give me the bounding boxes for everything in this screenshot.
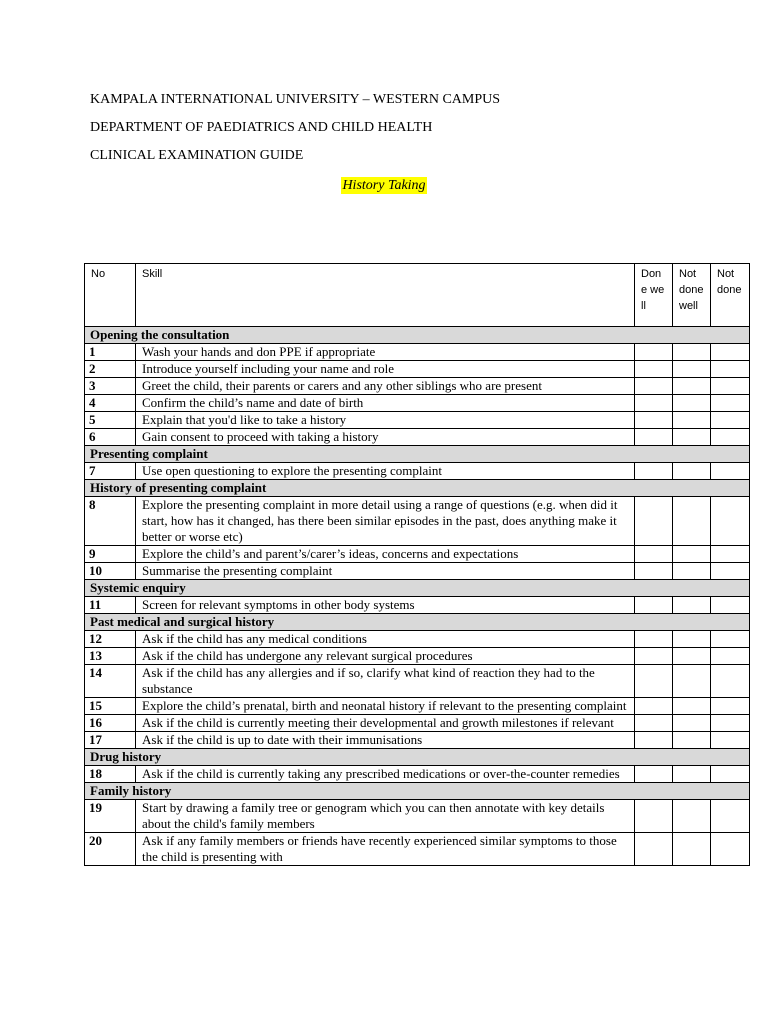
table-row [85,800,750,833]
not-done-cell[interactable] [711,344,750,361]
done-well-cell[interactable] [635,715,673,732]
done-well-cell[interactable] [635,429,673,446]
guide-title: CLINICAL EXAMINATION GUIDE [90,148,304,163]
skill-text: Explore the presenting complaint in more detail using a range of questions (e.g. when did it start, how has it changed, has there been similar episodes in the past, does anything make it better or worse etc) [136,497,635,546]
not-done-cell[interactable] [711,715,750,732]
table-row [85,563,750,580]
table-row [85,631,750,648]
skill-text: Ask if the child has undergone any relevant surgical procedures [136,648,635,665]
not-done-well-cell[interactable] [673,412,711,429]
skill-text: Greet the child, their parents or carers and any other siblings who are present [136,378,635,395]
done-well-cell[interactable] [635,378,673,395]
done-well-cell[interactable] [635,648,673,665]
not-done-cell[interactable] [711,378,750,395]
department-title: DEPARTMENT OF PAEDIATRICS AND CHILD HEALTH [90,120,433,135]
item-number: 7 [85,463,136,480]
table-row [85,395,750,412]
not-done-cell[interactable] [711,766,750,783]
item-number: 8 [85,497,136,546]
done-well-cell[interactable] [635,546,673,563]
not-done-cell[interactable] [711,597,750,614]
done-well-cell[interactable] [635,463,673,480]
table-row [85,732,750,749]
column-header-not-done-well: Not done well [673,264,711,327]
column-header-skill: Skill [136,264,635,327]
table-row [85,597,750,614]
skill-text: Ask if any family members or friends have recently experienced similar symptoms to those the child is presenting with [136,833,635,866]
table-row [85,766,750,783]
not-done-well-cell[interactable] [673,463,711,480]
not-done-well-cell[interactable] [673,563,711,580]
item-number: 10 [85,563,136,580]
not-done-cell[interactable] [711,698,750,715]
section-title: Systemic enquiry [85,580,750,597]
section-row [85,327,750,344]
skill-text: Ask if the child is currently taking any prescribed medications or over-the-counter remedies [136,766,635,783]
table-row [85,648,750,665]
section-row [85,480,750,497]
not-done-well-cell[interactable] [673,766,711,783]
not-done-cell[interactable] [711,395,750,412]
done-well-cell[interactable] [635,597,673,614]
item-number: 18 [85,766,136,783]
table-row [85,378,750,395]
section-row [85,446,750,463]
item-number: 16 [85,715,136,732]
not-done-cell[interactable] [711,800,750,833]
table-row [85,665,750,698]
not-done-well-cell[interactable] [673,597,711,614]
table-row [85,546,750,563]
not-done-cell[interactable] [711,648,750,665]
not-done-cell[interactable] [711,665,750,698]
done-well-cell[interactable] [635,665,673,698]
section-title: Family history [85,783,750,800]
skill-text: Explore the child’s and parent’s/carer’s ideas, concerns and expectations [136,546,635,563]
done-well-cell[interactable] [635,833,673,866]
section-row [85,749,750,766]
not-done-cell[interactable] [711,412,750,429]
not-done-cell[interactable] [711,563,750,580]
skill-text: Wash your hands and don PPE if appropriate [136,344,635,361]
checklist-table [84,263,750,866]
skill-text: Gain consent to proceed with taking a history [136,429,635,446]
done-well-cell[interactable] [635,766,673,783]
column-header-no: No [85,264,136,327]
section-title: History of presenting complaint [85,480,750,497]
done-well-cell[interactable] [635,563,673,580]
checklist-body [85,327,750,866]
done-well-cell[interactable] [635,631,673,648]
not-done-well-cell[interactable] [673,833,711,866]
item-number: 5 [85,412,136,429]
skill-text: Ask if the child is up to date with their immunisations [136,732,635,749]
item-number: 15 [85,698,136,715]
not-done-cell[interactable] [711,631,750,648]
not-done-well-cell[interactable] [673,395,711,412]
not-done-well-cell[interactable] [673,732,711,749]
not-done-cell[interactable] [711,361,750,378]
item-number: 14 [85,665,136,698]
section-title: Drug history [85,749,750,766]
item-number: 13 [85,648,136,665]
skill-text: Explore the child’s prenatal, birth and neonatal history if relevant to the presenting complaint [136,698,635,715]
item-number: 9 [85,546,136,563]
not-done-well-cell[interactable] [673,378,711,395]
section-row [85,580,750,597]
table-header-row [85,264,750,327]
skill-text: Introduce yourself including your name and role [136,361,635,378]
not-done-well-cell[interactable] [673,665,711,698]
column-header-done-well: Done well [635,264,673,327]
item-number: 12 [85,631,136,648]
table-row [85,698,750,715]
done-well-cell[interactable] [635,395,673,412]
table-row [85,412,750,429]
item-number: 1 [85,344,136,361]
table-row [85,361,750,378]
not-done-well-cell[interactable] [673,344,711,361]
not-done-cell[interactable] [711,429,750,446]
done-well-cell[interactable] [635,732,673,749]
table-row [85,715,750,732]
item-number: 4 [85,395,136,412]
section-row [85,783,750,800]
done-well-cell[interactable] [635,344,673,361]
not-done-well-cell[interactable] [673,546,711,563]
history-taking-subtitle: History Taking [342,178,426,193]
done-well-cell[interactable] [635,497,673,546]
not-done-well-cell[interactable] [673,698,711,715]
done-well-cell[interactable] [635,412,673,429]
skill-text: Start by drawing a family tree or genogram which you can then annotate with key details about the child's family members [136,800,635,833]
item-number: 17 [85,732,136,749]
table-row [85,344,750,361]
item-number: 2 [85,361,136,378]
item-number: 3 [85,378,136,395]
skill-text: Ask if the child has any medical conditions [136,631,635,648]
table-row [85,429,750,446]
section-title: Presenting complaint [85,446,750,463]
not-done-well-cell[interactable] [673,361,711,378]
section-title: Past medical and surgical history [85,614,750,631]
not-done-well-cell[interactable] [673,631,711,648]
skill-text: Screen for relevant symptoms in other body systems [136,597,635,614]
table-row [85,833,750,866]
table-row [85,463,750,480]
not-done-well-cell[interactable] [673,715,711,732]
not-done-cell[interactable] [711,546,750,563]
skill-text: Ask if the child has any allergies and if so, clarify what kind of reaction they had to the substance [136,665,635,698]
item-number: 19 [85,800,136,833]
skill-text: Summarise the presenting complaint [136,563,635,580]
item-number: 20 [85,833,136,866]
university-title: KAMPALA INTERNATIONAL UNIVERSITY – WESTERN CAMPUS [90,92,501,107]
not-done-cell[interactable] [711,732,750,749]
item-number: 6 [85,429,136,446]
done-well-cell[interactable] [635,800,673,833]
subtitle-wrapper [0,176,768,194]
section-title: Opening the consultation [85,327,750,344]
not-done-well-cell[interactable] [673,800,711,833]
not-done-well-cell[interactable] [673,429,711,446]
not-done-well-cell[interactable] [673,497,711,546]
table-row [85,497,750,546]
not-done-well-cell[interactable] [673,648,711,665]
not-done-cell[interactable] [711,833,750,866]
skill-text: Explain that you'd like to take a history [136,412,635,429]
done-well-cell[interactable] [635,698,673,715]
section-row [85,614,750,631]
not-done-cell[interactable] [711,497,750,546]
column-header-not-done: Not done [711,264,750,327]
skill-text: Ask if the child is currently meeting their developmental and growth milestones if relevant [136,715,635,732]
item-number: 11 [85,597,136,614]
skill-text: Use open questioning to explore the presenting complaint [136,463,635,480]
done-well-cell[interactable] [635,361,673,378]
not-done-cell[interactable] [711,463,750,480]
skill-text: Confirm the child’s name and date of birth [136,395,635,412]
